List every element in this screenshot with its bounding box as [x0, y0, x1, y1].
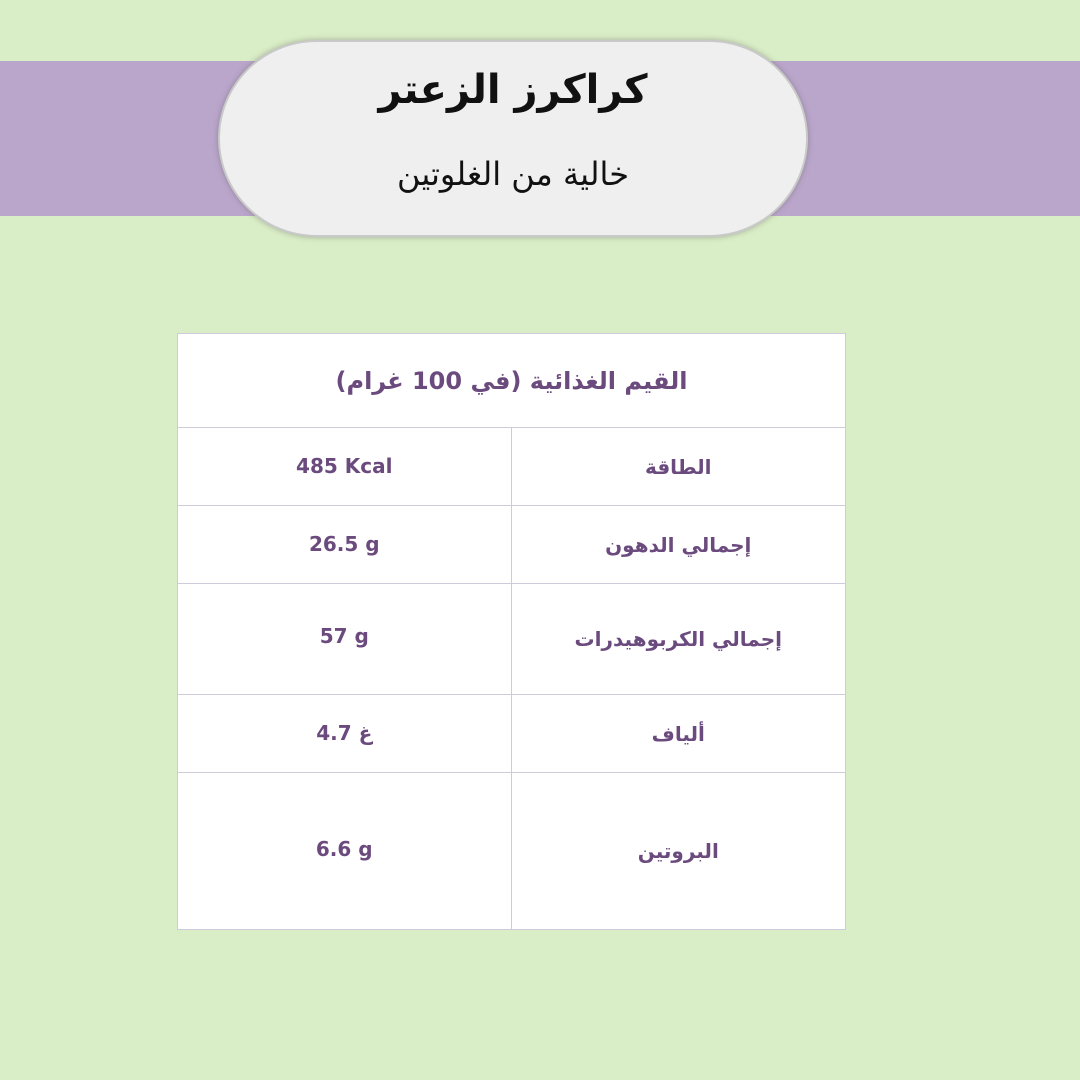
nutrition-label: ألياف [651, 721, 705, 746]
nutrition-label: الطاقة [644, 454, 712, 479]
product-subtitle: خالية من الغلوتين [396, 155, 630, 193]
nutrition-value: 6.6 g [178, 773, 512, 929]
table-row [178, 695, 845, 773]
title-badge [220, 42, 806, 235]
table-row [178, 584, 845, 695]
nutrition-label: إجمالي الكربوهيدرات [574, 627, 782, 651]
table-row [178, 428, 845, 506]
nutrition-value: 4.7 غ [178, 695, 512, 772]
nutrition-value: 26.5 g [178, 506, 512, 583]
nutrition-value: 57 g [178, 584, 512, 694]
nutrition-label: إجمالي الدهون [605, 532, 752, 557]
table-row [178, 773, 845, 929]
nutrition-table [177, 333, 846, 930]
product-title: كراكرز الزعتر [378, 67, 648, 113]
nutrition-label: البروتين [637, 839, 719, 863]
nutrition-table-heading: القيم الغذائية (في 100 غرام) [178, 334, 845, 428]
table-row [178, 506, 845, 584]
nutrition-value: 485 Kcal [178, 428, 512, 505]
